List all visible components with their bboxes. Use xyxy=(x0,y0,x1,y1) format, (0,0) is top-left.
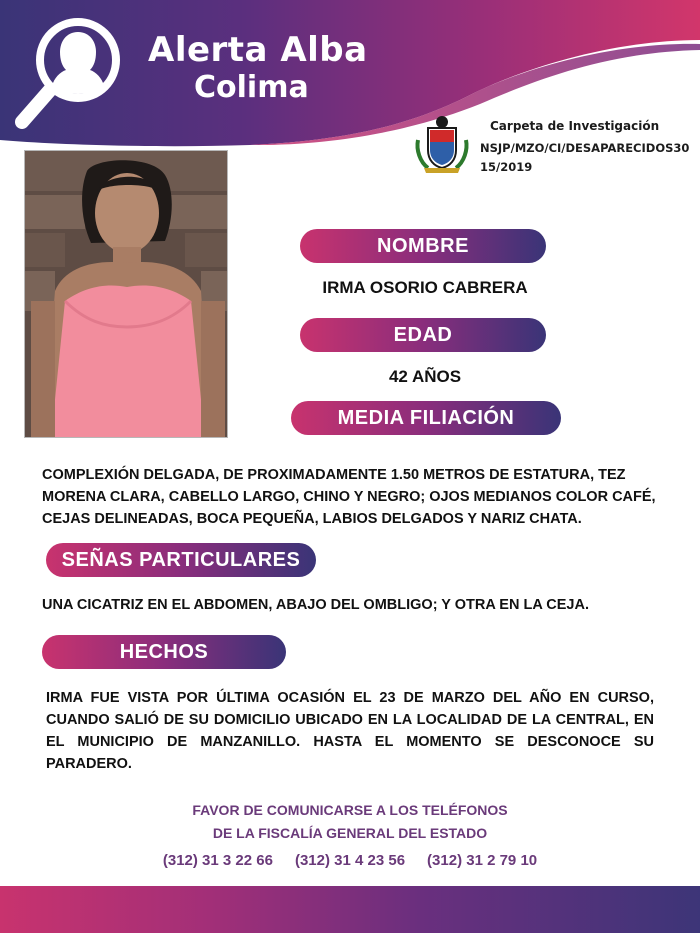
senas-label: SEÑAS PARTICULARES xyxy=(61,548,301,571)
hechos-text: IRMA FUE VISTA POR ÚLTIMA OCASIÓN EL 23 DE MARZO DEL AÑO EN CURSO, CUANDO SALIÓ DE SU DOMICILIO UBICADO EN LA LOCALIDAD DE LA CENTRAL, EN EL MUNICIPIO DE MANZANILLO. HASTA EL MOMENTO SE DESCONOCE SU PARADERO. xyxy=(46,690,654,772)
contact-line-1: FAVOR DE COMUNICARSE A LOS TELÉFONOS xyxy=(192,802,508,818)
phone-number[interactable]: (312) 31 4 23 56 xyxy=(294,852,406,869)
footer-bar xyxy=(0,886,700,933)
header-title: Alerta Alba xyxy=(148,30,368,70)
senas-text: UNA CICATRIZ EN EL ABDOMEN, ABAJO DEL OMBLIGO; Y OTRA EN LA CEJA. xyxy=(42,597,589,613)
header-subtitle: Colima xyxy=(194,70,309,105)
senas-header xyxy=(46,543,316,577)
hechos-label: HECHOS xyxy=(119,640,209,663)
phone-list xyxy=(0,852,700,869)
media-filiacion-label: MEDIA FILIACIÓN xyxy=(337,406,515,429)
missing-person-photo xyxy=(24,150,228,438)
nombre-header xyxy=(300,229,546,263)
state-seal-icon xyxy=(414,110,470,174)
media-filiacion-header xyxy=(291,401,561,435)
hechos-header xyxy=(42,635,286,669)
edad-header xyxy=(300,318,546,352)
edad-label: EDAD xyxy=(393,323,453,346)
phone-number[interactable]: (312) 31 3 22 66 xyxy=(162,852,273,869)
investigation-number: NSJP/MZO/CI/DESAPARECIDOS3015/2019 xyxy=(480,141,690,174)
magnifier-woman-icon xyxy=(10,12,130,132)
nombre-label: NOMBRE xyxy=(377,234,469,257)
media-filiacion-text: COMPLEXIÓN DELGADA, DE PROXIMADAMENTE 1.50 METROS DE ESTATURA, TEZ MORENA CLARA, CABELLO LARGO, CHINO Y NEGRO; OJOS MEDIANOS COLOR CAFÉ, CEJAS DELINEADAS, BOCA PEQUEÑA, LABIOS DELGADOS Y NARIZ CHATA. xyxy=(42,467,656,527)
investigation-label: Carpeta de Investigación xyxy=(490,119,660,133)
contact-line-2: DE LA FISCALÍA GENERAL DEL ESTADO xyxy=(212,825,488,841)
nombre-value: IRMA OSORIO CABRERA xyxy=(322,278,528,297)
edad-value: 42 AÑOS xyxy=(388,367,462,386)
phone-number[interactable]: (312) 31 2 79 10 xyxy=(427,852,538,869)
